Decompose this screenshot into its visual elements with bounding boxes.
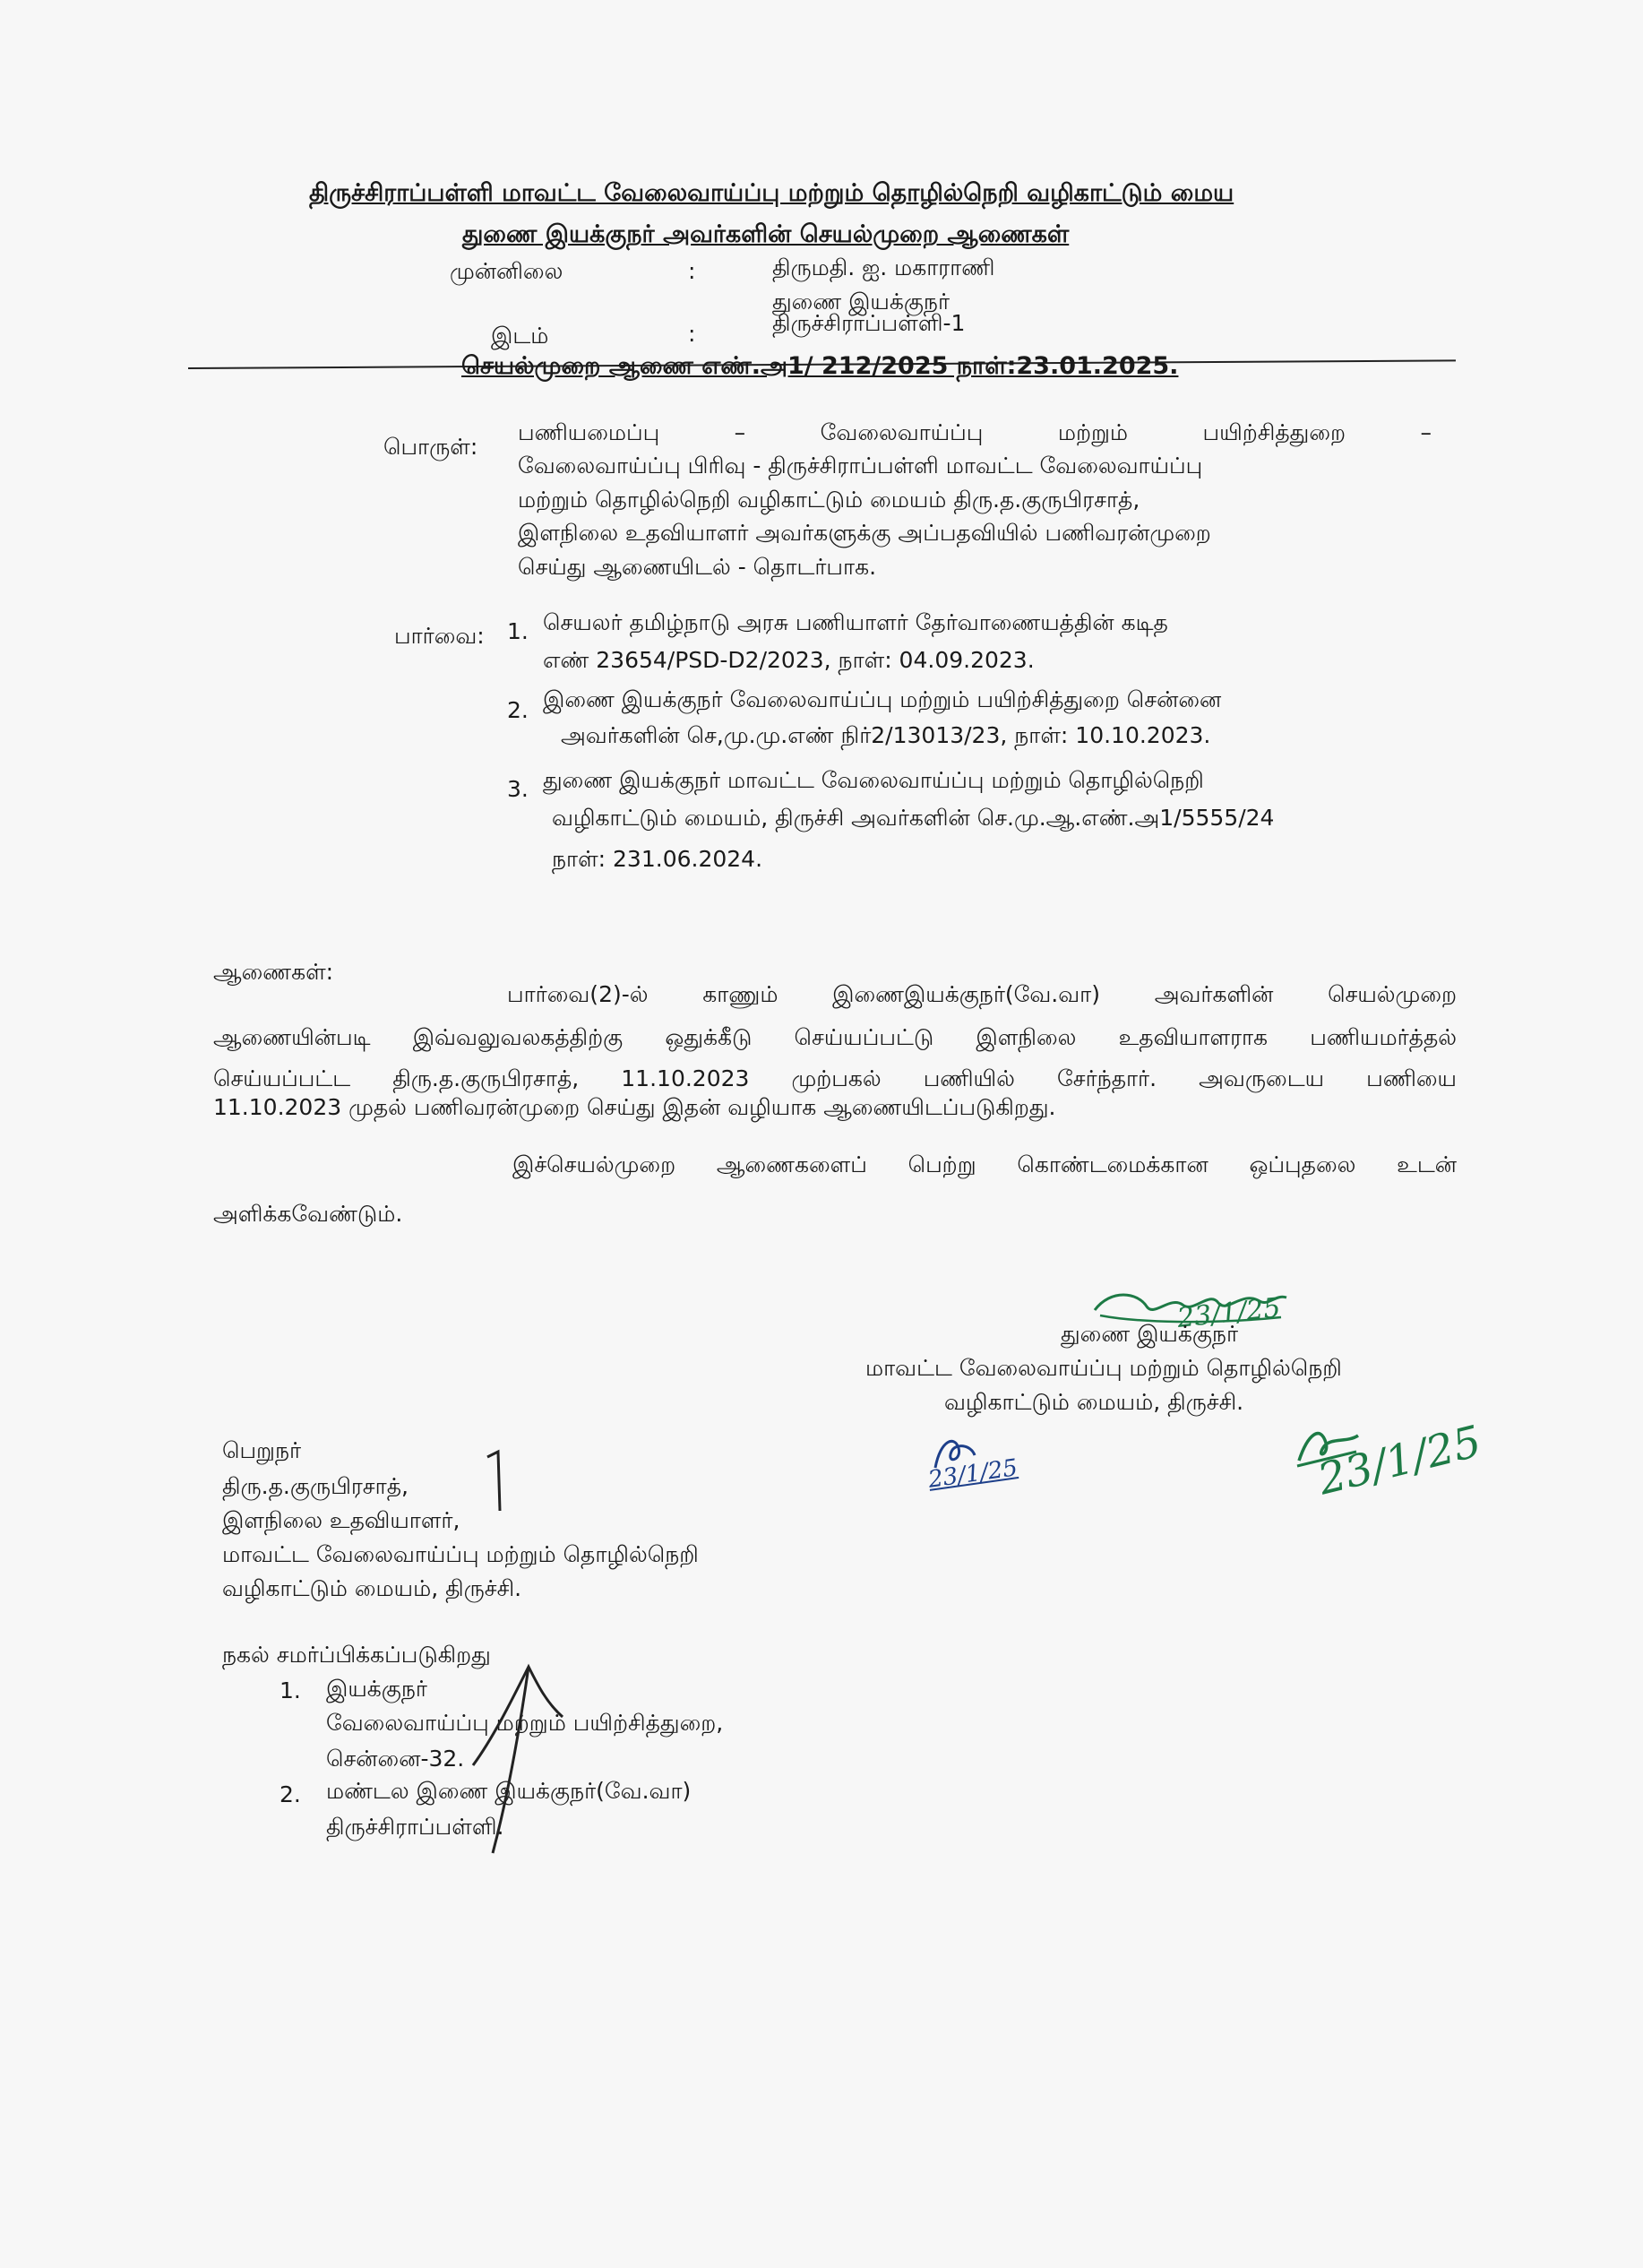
copy-line: இயக்குநர் — [326, 1676, 427, 1702]
orders-line: செய்யப்பட்ட திரு.த.குருபிரசாத், 11.10.2023 முற்பகல் பணியில் சேர்ந்தார். அவருடைய பணியை — [213, 1065, 1457, 1091]
strike-mark — [466, 1649, 573, 1855]
place-colon: : — [688, 321, 696, 347]
subject-line: பணியமைப்பு – வேலைவாய்ப்பு மற்றும் பயிற்சித்துறை – — [518, 419, 1432, 445]
reference-number: 1. — [507, 618, 529, 644]
reference-number: 3. — [507, 776, 529, 802]
copy-line: வேலைவாய்ப்பு மற்றும் பயிற்சித்துறை, — [326, 1710, 724, 1736]
presence-label: முன்னிலை — [450, 258, 563, 284]
subject-line: வேலைவாய்ப்பு பிரிவு - திருச்சிராப்பள்ளி மாவட்ட வேலைவாய்ப்பு — [518, 453, 1203, 479]
reference-line: செயலர் தமிழ்நாடு அரசு பணியாளர் தேர்வாணையத்தின் கடித — [543, 609, 1168, 635]
reference-line: இணை இயக்குநர் வேலைவாய்ப்பு மற்றும் பயிற்சித்துறை சென்னை — [543, 686, 1222, 712]
recipient-line: திரு.த.குருபிரசாத், — [222, 1473, 409, 1499]
recipient-line: இளநிலை உதவியாளர், — [222, 1507, 460, 1533]
signature-date: 23/1/25 — [1175, 1292, 1283, 1334]
orders-line: ஆணையின்படி இவ்வலுவலகத்திற்கு ஒதுக்கீடு செய்யப்பட்டு இளநிலை உதவியாளராக பணியமர்த்தல் — [213, 1024, 1457, 1050]
subject-line: செய்து ஆணையிடல் - தொடர்பாக. — [518, 554, 877, 580]
header-title-line1: திருச்சிராப்பள்ளி மாவட்ட வேலைவாய்ப்பு மற்றும் தொழில்நெறி வழிகாட்டும் மைய — [309, 179, 1234, 207]
reference-line: வழிகாட்டும் மையம், திருச்சி அவர்களின் செ.மு.ஆ.எண்.அ1/5555/24 — [552, 805, 1275, 831]
presence-name: திருமதி. ஐ. மகாராணி — [772, 254, 995, 280]
subject-line: மற்றும் தொழில்நெறி வழிகாட்டும் மையம் திரு.த.குருபிரசாத், — [518, 487, 1140, 513]
presence-colon: : — [688, 258, 696, 284]
header-title-line2: துணை இயக்குநர் அவர்களின் செயல்முறை ஆணைகள் — [462, 220, 1070, 248]
recipient-line: வழிகாட்டும் மையம், திருச்சி. — [222, 1575, 522, 1601]
subject-line: இளநிலை உதவியாளர் அவர்களுக்கு அப்பதவியில் பணிவரன்முறை — [518, 520, 1211, 546]
orders-line: பார்வை(2)-ல் காணும் இணைஇயக்குநர்(வே.வா) அவர்களின் செயல்முறை — [507, 981, 1457, 1007]
signatory-office-line: வழிகாட்டும் மையம், திருச்சி. — [944, 1389, 1244, 1415]
tick-mark — [484, 1448, 520, 1520]
presence-designation: துணை இயக்குநர் — [772, 289, 951, 315]
place-value: திருச்சிராப்பள்ளி-1 — [772, 310, 966, 336]
orders-label: ஆணைகள்: — [213, 959, 334, 985]
copy-line: திருச்சிராப்பள்ளி. — [326, 1814, 504, 1840]
signatory-designation: துணை இயக்குநர் — [1061, 1321, 1239, 1347]
copy-line: சென்னை-32. — [326, 1746, 465, 1772]
copy-label: நகல் சமர்ப்பிக்கப்படுகிறது — [222, 1642, 491, 1668]
order-number: செயல்முறை ஆணை எண்.அ1/ 212/2025 நாள்:23.01.2025. — [461, 352, 1179, 380]
reference-line: அவர்களின் செ,மு.மு.எண் நிர்2/13013/23, நாள்: 10.10.2023. — [561, 722, 1211, 748]
recipient-label: பெறுநர் — [222, 1437, 302, 1463]
copy-number: 1. — [280, 1677, 301, 1703]
reference-label: பார்வை: — [394, 623, 485, 649]
copy-line: மண்டல இணை இயக்குநர்(வே.வா) — [326, 1778, 692, 1804]
initial-date: 23/1/25 — [1312, 1416, 1486, 1505]
orders-line: 11.10.2023 முதல் பணிவரன்முறை செய்து இதன் வழியாக ஆணையிடப்படுகிறது. — [213, 1094, 1056, 1120]
reference-line: நாள்: 231.06.2024. — [552, 846, 763, 872]
orders-line: அளிக்கவேண்டும். — [213, 1201, 403, 1227]
reference-number: 2. — [507, 697, 529, 723]
place-label: இடம் — [491, 323, 549, 349]
reference-line: எண் 23654/PSD-D2/2023, நாள்: 04.09.2023. — [543, 647, 1035, 673]
recipient-line: மாவட்ட வேலைவாய்ப்பு மற்றும் தொழில்நெறி — [222, 1541, 699, 1567]
signatory-office-line: மாவட்ட வேலைவாய்ப்பு மற்றும் தொழில்நெறி — [865, 1355, 1342, 1381]
copy-number: 2. — [280, 1781, 301, 1807]
subject-label: பொருள்: — [383, 434, 478, 460]
reference-line: துணை இயக்குநர் மாவட்ட வேலைவாய்ப்பு மற்றும் தொழில்நெறி — [543, 767, 1204, 793]
orders-line: இச்செயல்முறை ஆணைகளைப் பெற்று கொண்டமைக்கான ஒப்புதலை உடன் — [512, 1151, 1457, 1177]
initial-date: 23/1/25 — [926, 1454, 1019, 1494]
